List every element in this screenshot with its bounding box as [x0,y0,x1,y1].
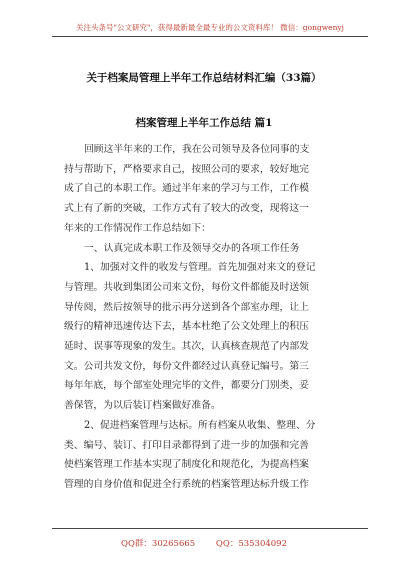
footer-qq-group: QQ群：30265665 [120,539,196,549]
footer-qq: QQ：535304092 [215,539,287,549]
document-title: 关于档案局管理上半年工作总结材料汇编（33篇） [86,72,322,84]
footer [0,537,408,549]
section-title: 档案管理上半年工作总结 篇1 [135,117,273,129]
body-text [64,140,354,495]
paragraph-line: 式上有了新的突破，工作方式有了较大的改变，现将这一 [64,203,309,215]
paragraph-line: 管理的自身价值和促进全行系统的档案管理达标升级工作 [64,478,309,490]
paragraph-line: 1、加强对文件的收发与管理。首先加强对来文的登记 [84,262,316,274]
paragraph-line: 文。公司共发文份，每份文件都经过认真登记编号。第三 [64,360,309,372]
paragraph-line: 每年年底，每个部室处理完毕的文件，都要分门别类，妥 [64,380,309,392]
paragraph-line: 持与帮助下，严格要求自己，按照公司的要求，较好地完 [64,163,309,175]
paragraph-line: 使档案管理工作基本实现了制度化和规范化，为提高档案 [64,459,309,471]
paragraph-line: 类、编号、装订、打印目录都得到了进一步的加强和完善 [64,439,309,451]
paragraph-line: 级行的精神迅速传达下去，基本杜绝了公文处理上的积压 [64,321,309,333]
paragraph-line: 善保管，为以后装订档案做好准备。 [64,400,221,412]
header-divider [52,36,368,37]
paragraph-line: 回顾这半年来的工作，我在公司领导及各位同事的支 [84,144,310,155]
paragraph-line: 延时、误事等现象的发生。其次，认真核查规范了内部发 [64,341,309,353]
paragraph-line: 年来的工作情况作工作总结如下： [64,222,211,234]
paragraph-line: 导传阅，然后按领导的批示再分送到各个部室办理，让上 [64,301,309,313]
footer-divider [52,528,368,529]
header-note: 关注头条号"公文研究"，获得最新最全最专业的公文资料库！ 微信：gongwenyj [76,23,344,32]
paragraph-line: 一、认真完成本职工作及领导交办的各项工作任务 [84,242,300,254]
paragraph-line: 与管理。共收到集团公司来文份，每份文件都能及时送领 [64,281,309,293]
paragraph-line: 2、促进档案管理与达标。所有档案从收集、整理、分 [84,419,316,431]
paragraph-line: 成了自己的本职工作。通过半年来的学习与工作，工作模 [64,183,309,195]
